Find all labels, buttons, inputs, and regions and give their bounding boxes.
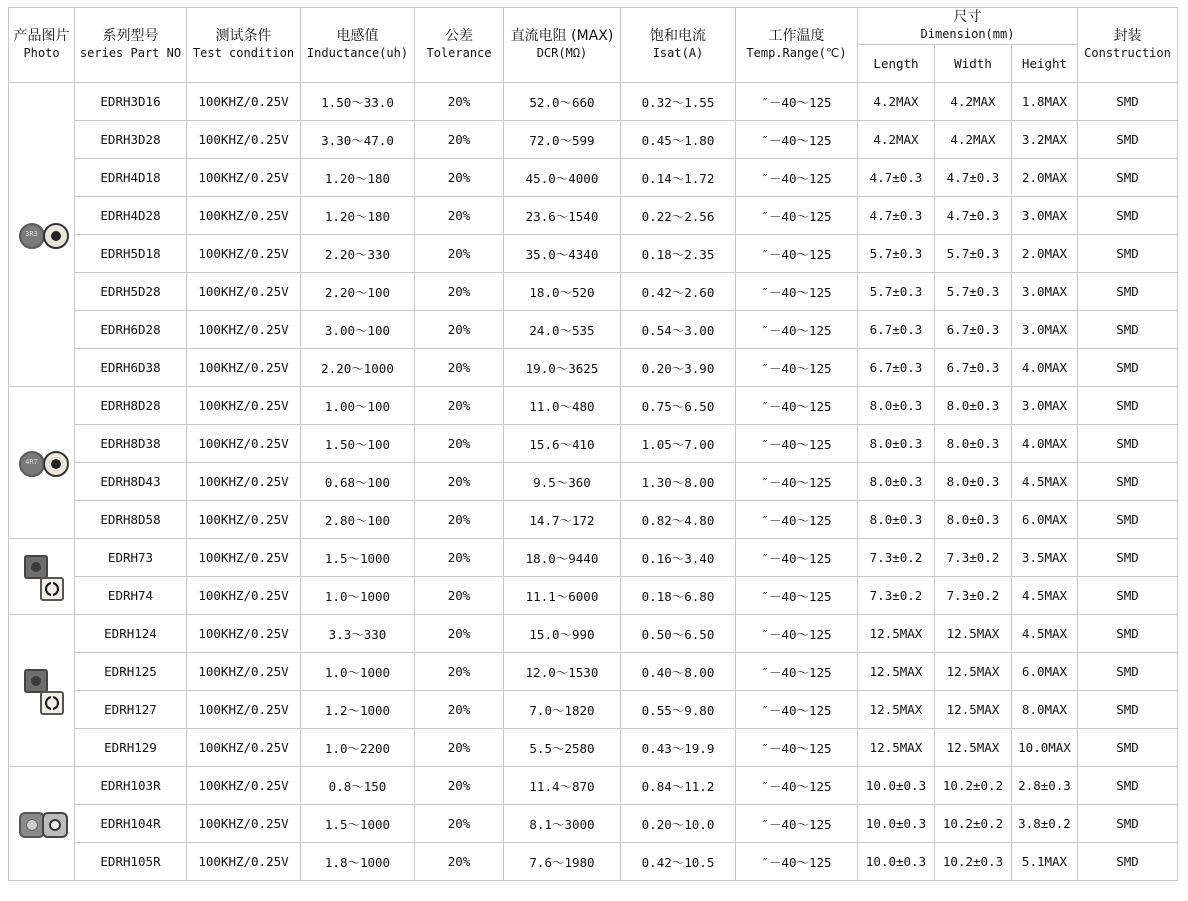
cell-tolerance: 20% (415, 197, 504, 235)
cell-series-part-no: EDRH5D18 (75, 235, 187, 273)
cell-width: 12.5MAX (935, 615, 1012, 653)
cell-width: 10.2±0.3 (935, 843, 1012, 881)
table-row (9, 843, 1178, 881)
cell-series-part-no: EDRH5D28 (75, 273, 187, 311)
header-photo: 产品图片 Photo (9, 8, 75, 83)
cell-temp-range: ″－40～125 (736, 577, 858, 615)
cell-construction: SMD (1078, 805, 1178, 843)
cell-tolerance: 20% (415, 539, 504, 577)
cell-width: 4.2MAX (935, 121, 1012, 159)
cell-test-condition: 100KHZ/0.25V (187, 273, 301, 311)
cell-test-condition: 100KHZ/0.25V (187, 577, 301, 615)
cell-inductance: 3.3～330 (301, 615, 415, 653)
table-row (9, 577, 1178, 615)
cell-series-part-no: EDRH8D38 (75, 425, 187, 463)
cell-height: 5.1MAX (1012, 843, 1078, 881)
cell-height: 3.8±0.2 (1012, 805, 1078, 843)
cell-tolerance: 20% (415, 273, 504, 311)
cell-inductance: 2.20～100 (301, 273, 415, 311)
cell-inductance: 0.68～100 (301, 463, 415, 501)
cell-width: 6.7±0.3 (935, 349, 1012, 387)
table-row (9, 615, 1178, 653)
table-row (9, 159, 1178, 197)
cell-construction: SMD (1078, 463, 1178, 501)
cell-inductance: 2.20～1000 (301, 349, 415, 387)
cell-isat: 0.14～1.72 (621, 159, 736, 197)
cell-construction: SMD (1078, 539, 1178, 577)
cell-inductance: 1.2～1000 (301, 691, 415, 729)
cell-isat: 0.84～11.2 (621, 767, 736, 805)
cell-tolerance: 20% (415, 653, 504, 691)
cell-series-part-no: EDRH103R (75, 767, 187, 805)
cell-temp-range: ″－40～125 (736, 83, 858, 121)
cell-inductance: 1.8～1000 (301, 843, 415, 881)
cell-dcr: 18.0～520 (504, 273, 621, 311)
cell-length: 12.5MAX (858, 653, 935, 691)
cell-length: 12.5MAX (858, 729, 935, 767)
inductor-photo (9, 219, 74, 251)
cell-width: 12.5MAX (935, 729, 1012, 767)
photo-label: 3R3 (25, 229, 38, 238)
cell-length: 5.7±0.3 (858, 273, 935, 311)
cell-series-part-no: EDRH3D16 (75, 83, 187, 121)
cell-construction: SMD (1078, 425, 1178, 463)
cell-inductance: 2.80～100 (301, 501, 415, 539)
cell-tolerance: 20% (415, 577, 504, 615)
product-photo-cell (9, 387, 75, 539)
cell-height: 2.0MAX (1012, 235, 1078, 273)
cell-temp-range: ″－40～125 (736, 539, 858, 577)
cell-temp-range: ″－40～125 (736, 311, 858, 349)
cell-tolerance: 20% (415, 843, 504, 881)
table-row (9, 805, 1178, 843)
cell-test-condition: 100KHZ/0.25V (187, 349, 301, 387)
cell-dcr: 19.0～3625 (504, 349, 621, 387)
cell-width: 4.7±0.3 (935, 197, 1012, 235)
photo-label: 4R7 (25, 457, 38, 466)
cell-length: 8.0±0.3 (858, 387, 935, 425)
cell-height: 2.0MAX (1012, 159, 1078, 197)
cell-isat: 0.54～3.00 (621, 311, 736, 349)
cell-series-part-no: EDRH8D58 (75, 501, 187, 539)
cell-length: 8.0±0.3 (858, 425, 935, 463)
cell-dcr: 12.0～1530 (504, 653, 621, 691)
cell-inductance: 1.50～100 (301, 425, 415, 463)
cell-test-condition: 100KHZ/0.25V (187, 729, 301, 767)
cell-temp-range: ″－40～125 (736, 653, 858, 691)
cell-construction: SMD (1078, 577, 1178, 615)
cell-series-part-no: EDRH125 (75, 653, 187, 691)
cell-series-part-no: EDRH8D43 (75, 463, 187, 501)
cell-test-condition: 100KHZ/0.25V (187, 539, 301, 577)
cell-temp-range: ″－40～125 (736, 273, 858, 311)
table-row (9, 653, 1178, 691)
cell-tolerance: 20% (415, 767, 504, 805)
header-dcr: 直流电阻 (MAX) DCR(MΩ) (504, 8, 621, 83)
cell-construction: SMD (1078, 349, 1178, 387)
cell-construction: SMD (1078, 387, 1178, 425)
cell-tolerance: 20% (415, 235, 504, 273)
cell-test-condition: 100KHZ/0.25V (187, 159, 301, 197)
cell-temp-range: ″－40～125 (736, 197, 858, 235)
header-tolerance: 公差 Tolerance (415, 8, 504, 83)
cell-construction: SMD (1078, 83, 1178, 121)
product-photo-cell (9, 615, 75, 767)
table-row (9, 349, 1178, 387)
cell-width: 8.0±0.3 (935, 501, 1012, 539)
cell-temp-range: ″－40～125 (736, 805, 858, 843)
header-length: Length (858, 45, 935, 83)
cell-tolerance: 20% (415, 83, 504, 121)
cell-isat: 0.16～3.40 (621, 539, 736, 577)
cell-temp-range: ″－40～125 (736, 463, 858, 501)
cell-test-condition: 100KHZ/0.25V (187, 501, 301, 539)
cell-temp-range: ″－40～125 (736, 235, 858, 273)
cell-construction: SMD (1078, 615, 1178, 653)
cell-length: 12.5MAX (858, 691, 935, 729)
cell-series-part-no: EDRH4D28 (75, 197, 187, 235)
cell-isat: 0.55～9.80 (621, 691, 736, 729)
cell-inductance: 3.30～47.0 (301, 121, 415, 159)
cell-height: 3.0MAX (1012, 387, 1078, 425)
cell-width: 5.7±0.3 (935, 235, 1012, 273)
cell-dcr: 24.0～535 (504, 311, 621, 349)
cell-length: 10.0±0.3 (858, 805, 935, 843)
header-width: Width (935, 45, 1012, 83)
cell-height: 3.0MAX (1012, 273, 1078, 311)
cell-dcr: 45.0～4000 (504, 159, 621, 197)
header-construction: 封装 Construction (1078, 8, 1178, 83)
cell-inductance: 1.5～1000 (301, 539, 415, 577)
cell-dcr: 11.1～6000 (504, 577, 621, 615)
cell-test-condition: 100KHZ/0.25V (187, 653, 301, 691)
cell-series-part-no: EDRH6D38 (75, 349, 187, 387)
cell-construction: SMD (1078, 729, 1178, 767)
cell-isat: 0.82～4.80 (621, 501, 736, 539)
cell-dcr: 5.5～2580 (504, 729, 621, 767)
cell-inductance: 1.20～180 (301, 197, 415, 235)
cell-length: 4.7±0.3 (858, 159, 935, 197)
product-photo-cell (9, 539, 75, 615)
cell-test-condition: 100KHZ/0.25V (187, 805, 301, 843)
cell-width: 8.0±0.3 (935, 425, 1012, 463)
cell-width: 5.7±0.3 (935, 273, 1012, 311)
cell-width: 4.7±0.3 (935, 159, 1012, 197)
cell-width: 4.2MAX (935, 83, 1012, 121)
header-test-condition: 测试条件 Test condition (187, 8, 301, 83)
cell-height: 4.5MAX (1012, 577, 1078, 615)
cell-tolerance: 20% (415, 159, 504, 197)
cell-series-part-no: EDRH6D28 (75, 311, 187, 349)
cell-tolerance: 20% (415, 729, 504, 767)
inductor-photo (9, 447, 74, 479)
cell-test-condition: 100KHZ/0.25V (187, 311, 301, 349)
cell-length: 4.2MAX (858, 83, 935, 121)
cell-dcr: 11.4～870 (504, 767, 621, 805)
table-row (9, 311, 1178, 349)
cell-tolerance: 20% (415, 501, 504, 539)
cell-dcr: 11.0～480 (504, 387, 621, 425)
table-row (9, 273, 1178, 311)
cell-height: 3.5MAX (1012, 539, 1078, 577)
cell-dcr: 23.6～1540 (504, 197, 621, 235)
cell-test-condition: 100KHZ/0.25V (187, 235, 301, 273)
table-row (9, 197, 1178, 235)
cell-dcr: 15.0～990 (504, 615, 621, 653)
cell-series-part-no: EDRH127 (75, 691, 187, 729)
cell-dcr: 8.1～3000 (504, 805, 621, 843)
table-row (9, 501, 1178, 539)
cell-series-part-no: EDRH73 (75, 539, 187, 577)
cell-tolerance: 20% (415, 615, 504, 653)
cell-height: 8.0MAX (1012, 691, 1078, 729)
cell-length: 8.0±0.3 (858, 501, 935, 539)
cell-isat: 0.22～2.56 (621, 197, 736, 235)
header-temp-range: 工作温度 Temp.Range(℃) (736, 8, 858, 83)
cell-temp-range: ″－40～125 (736, 349, 858, 387)
cell-test-condition: 100KHZ/0.25V (187, 387, 301, 425)
cell-series-part-no: EDRH4D18 (75, 159, 187, 197)
cell-dcr: 35.0～4340 (504, 235, 621, 273)
cell-isat: 0.18～2.35 (621, 235, 736, 273)
cell-width: 7.3±0.2 (935, 539, 1012, 577)
cell-height: 4.0MAX (1012, 349, 1078, 387)
table-row (9, 463, 1178, 501)
table-row (9, 691, 1178, 729)
cell-temp-range: ″－40～125 (736, 387, 858, 425)
table-row (9, 729, 1178, 767)
cell-tolerance: 20% (415, 121, 504, 159)
cell-height: 3.2MAX (1012, 121, 1078, 159)
cell-tolerance: 20% (415, 691, 504, 729)
cell-tolerance: 20% (415, 387, 504, 425)
cell-inductance: 0.8～150 (301, 767, 415, 805)
cell-inductance: 1.20～180 (301, 159, 415, 197)
spec-table-body (9, 83, 1178, 881)
product-photo-cell (9, 767, 75, 881)
cell-test-condition: 100KHZ/0.25V (187, 121, 301, 159)
cell-construction: SMD (1078, 273, 1178, 311)
cell-construction: SMD (1078, 121, 1178, 159)
cell-length: 6.7±0.3 (858, 349, 935, 387)
table-row (9, 83, 1178, 121)
cell-width: 10.2±0.2 (935, 767, 1012, 805)
cell-isat: 0.40～8.00 (621, 653, 736, 691)
cell-height: 3.0MAX (1012, 197, 1078, 235)
cell-construction: SMD (1078, 235, 1178, 273)
cell-width: 12.5MAX (935, 691, 1012, 729)
cell-series-part-no: EDRH8D28 (75, 387, 187, 425)
cell-dcr: 9.5～360 (504, 463, 621, 501)
inductor-photo (9, 809, 74, 839)
cell-isat: 0.20～3.90 (621, 349, 736, 387)
header-series: 系列型号 series Part NO (75, 8, 187, 83)
cell-length: 12.5MAX (858, 615, 935, 653)
cell-inductance: 1.0～1000 (301, 577, 415, 615)
cell-test-condition: 100KHZ/0.25V (187, 463, 301, 501)
cell-tolerance: 20% (415, 425, 504, 463)
cell-isat: 0.42～10.5 (621, 843, 736, 881)
cell-inductance: 1.50～33.0 (301, 83, 415, 121)
spec-table (8, 7, 1178, 881)
cell-inductance: 1.00～100 (301, 387, 415, 425)
cell-series-part-no: EDRH104R (75, 805, 187, 843)
cell-temp-range: ″－40～125 (736, 501, 858, 539)
cell-series-part-no: EDRH74 (75, 577, 187, 615)
cell-width: 7.3±0.2 (935, 577, 1012, 615)
cell-isat: 0.42～2.60 (621, 273, 736, 311)
cell-inductance: 1.0～1000 (301, 653, 415, 691)
cell-isat: 0.75～6.50 (621, 387, 736, 425)
cell-construction: SMD (1078, 843, 1178, 881)
cell-test-condition: 100KHZ/0.25V (187, 767, 301, 805)
cell-length: 5.7±0.3 (858, 235, 935, 273)
table-row (9, 767, 1178, 805)
cell-tolerance: 20% (415, 311, 504, 349)
cell-construction: SMD (1078, 653, 1178, 691)
cell-temp-range: ″－40～125 (736, 729, 858, 767)
cell-dcr: 7.6～1980 (504, 843, 621, 881)
cell-isat: 0.50～6.50 (621, 615, 736, 653)
table-row (9, 121, 1178, 159)
cell-isat: 0.18～6.80 (621, 577, 736, 615)
cell-test-condition: 100KHZ/0.25V (187, 197, 301, 235)
cell-length: 8.0±0.3 (858, 463, 935, 501)
cell-height: 4.5MAX (1012, 615, 1078, 653)
cell-isat: 0.32～1.55 (621, 83, 736, 121)
cell-temp-range: ″－40～125 (736, 615, 858, 653)
cell-test-condition: 100KHZ/0.25V (187, 843, 301, 881)
header-height: Height (1012, 45, 1078, 83)
cell-inductance: 1.0～2200 (301, 729, 415, 767)
cell-width: 12.5MAX (935, 653, 1012, 691)
cell-isat: 0.43～19.9 (621, 729, 736, 767)
cell-height: 6.0MAX (1012, 653, 1078, 691)
cell-height: 6.0MAX (1012, 501, 1078, 539)
cell-tolerance: 20% (415, 349, 504, 387)
cell-width: 10.2±0.2 (935, 805, 1012, 843)
cell-inductance: 3.00～100 (301, 311, 415, 349)
cell-temp-range: ″－40～125 (736, 843, 858, 881)
cell-isat: 0.20～10.0 (621, 805, 736, 843)
cell-length: 4.7±0.3 (858, 197, 935, 235)
cell-length: 7.3±0.2 (858, 577, 935, 615)
inductor-photo (9, 553, 74, 601)
table-row (9, 539, 1178, 577)
cell-isat: 1.05～7.00 (621, 425, 736, 463)
cell-test-condition: 100KHZ/0.25V (187, 425, 301, 463)
cell-isat: 1.30～8.00 (621, 463, 736, 501)
cell-test-condition: 100KHZ/0.25V (187, 83, 301, 121)
cell-dcr: 72.0～599 (504, 121, 621, 159)
cell-construction: SMD (1078, 311, 1178, 349)
cell-width: 8.0±0.3 (935, 463, 1012, 501)
cell-series-part-no: EDRH124 (75, 615, 187, 653)
product-photo-cell (9, 83, 75, 387)
cell-test-condition: 100KHZ/0.25V (187, 615, 301, 653)
cell-temp-range: ″－40～125 (736, 767, 858, 805)
table-row (9, 235, 1178, 273)
cell-inductance: 2.20～330 (301, 235, 415, 273)
cell-inductance: 1.5～1000 (301, 805, 415, 843)
cell-construction: SMD (1078, 767, 1178, 805)
cell-dcr: 52.0～660 (504, 83, 621, 121)
cell-temp-range: ″－40～125 (736, 121, 858, 159)
cell-tolerance: 20% (415, 463, 504, 501)
cell-temp-range: ″－40～125 (736, 159, 858, 197)
inductor-photo (9, 667, 74, 715)
header-inductance: 电感值 Inductance(uh) (301, 8, 415, 83)
cell-length: 4.2MAX (858, 121, 935, 159)
cell-height: 3.0MAX (1012, 311, 1078, 349)
cell-series-part-no: EDRH129 (75, 729, 187, 767)
cell-dcr: 7.0～1820 (504, 691, 621, 729)
cell-height: 4.0MAX (1012, 425, 1078, 463)
cell-temp-range: ″－40～125 (736, 425, 858, 463)
cell-length: 10.0±0.3 (858, 767, 935, 805)
header-isat: 饱和电流 Isat(A) (621, 8, 736, 83)
cell-length: 6.7±0.3 (858, 311, 935, 349)
cell-series-part-no: EDRH3D28 (75, 121, 187, 159)
cell-height: 2.8±0.3 (1012, 767, 1078, 805)
cell-series-part-no: EDRH105R (75, 843, 187, 881)
cell-length: 7.3±0.2 (858, 539, 935, 577)
cell-width: 6.7±0.3 (935, 311, 1012, 349)
cell-height: 10.0MAX (1012, 729, 1078, 767)
cell-length: 10.0±0.3 (858, 843, 935, 881)
cell-dcr: 14.7～172 (504, 501, 621, 539)
cell-construction: SMD (1078, 691, 1178, 729)
cell-isat: 0.45～1.80 (621, 121, 736, 159)
table-row (9, 425, 1178, 463)
cell-width: 8.0±0.3 (935, 387, 1012, 425)
cell-tolerance: 20% (415, 805, 504, 843)
cell-construction: SMD (1078, 501, 1178, 539)
cell-test-condition: 100KHZ/0.25V (187, 691, 301, 729)
cell-dcr: 18.0～9440 (504, 539, 621, 577)
cell-construction: SMD (1078, 159, 1178, 197)
cell-dcr: 15.6～410 (504, 425, 621, 463)
cell-temp-range: ″－40～125 (736, 691, 858, 729)
cell-height: 4.5MAX (1012, 463, 1078, 501)
cell-construction: SMD (1078, 197, 1178, 235)
cell-height: 1.8MAX (1012, 83, 1078, 121)
table-row (9, 387, 1178, 425)
header-dimension: 尺寸 Dimension(mm) (858, 8, 1078, 45)
